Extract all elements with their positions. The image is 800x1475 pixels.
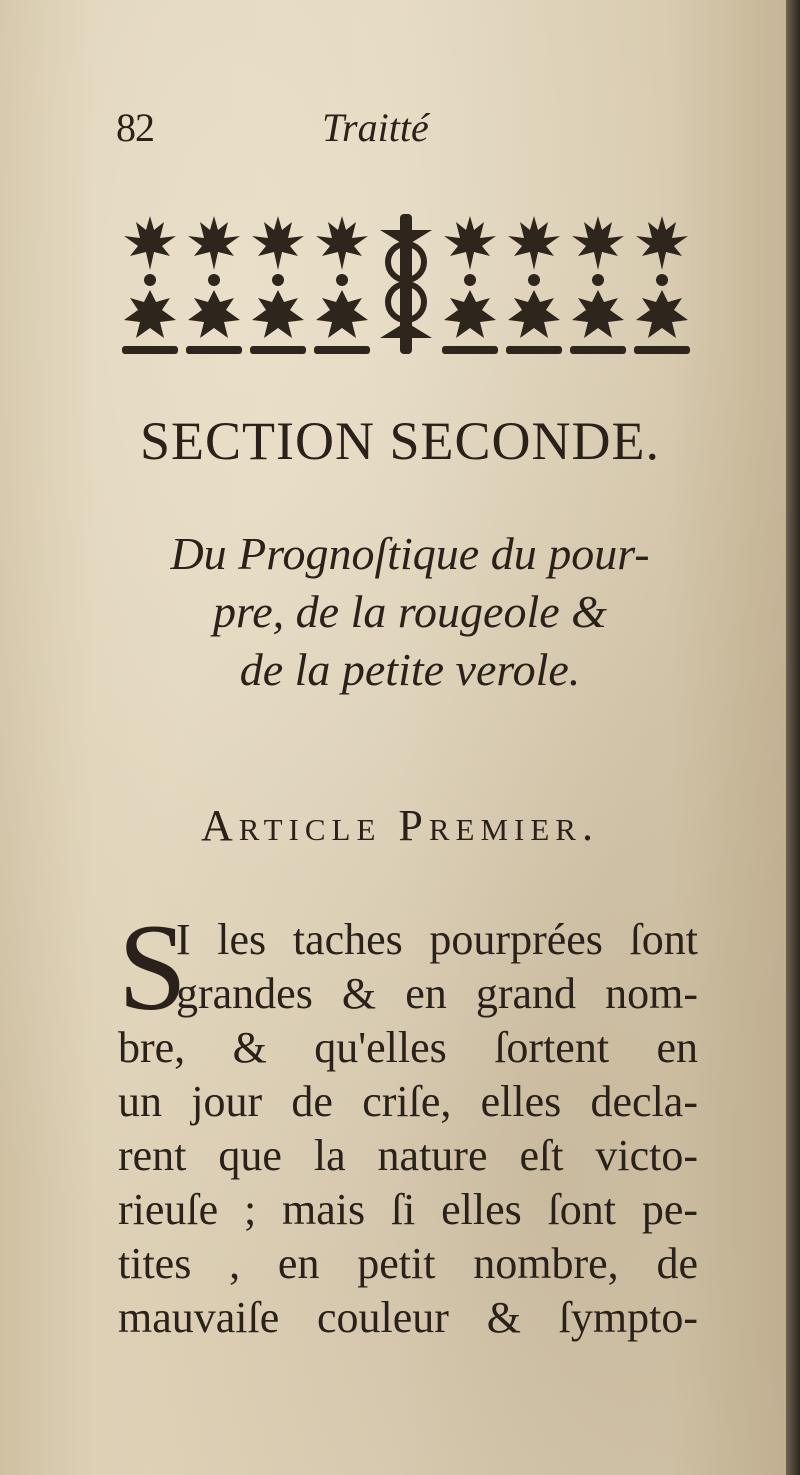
- fleuron-unit: [122, 216, 178, 354]
- section-subtitle: [110, 525, 710, 699]
- body-line: rent que la nature eſt victo-: [118, 1131, 698, 1180]
- page-number: 82: [116, 105, 154, 150]
- drop-cap: S: [118, 899, 187, 1036]
- page-edge: [786, 0, 800, 1475]
- running-head: [0, 100, 786, 160]
- article-heading: Article Premier.: [201, 801, 599, 850]
- running-title: Traitté: [322, 105, 429, 150]
- body-line: rieuſe ; mais ſi elles ſont pe-: [118, 1185, 698, 1234]
- section-title: SECTION SECONDE.: [139, 411, 660, 471]
- fleuron-ornament: [118, 210, 698, 358]
- subtitle-line: Du Prognoſtique du pour-: [170, 528, 650, 579]
- body-line: mauvaiſe couleur & ſympto-: [118, 1293, 698, 1342]
- subtitle-line: pre, de la rougeole &: [213, 586, 607, 637]
- body-line: grandes & en grand nom-: [176, 969, 698, 1018]
- body-line: I les taches pourprées ſont: [176, 915, 698, 964]
- body-line: un jour de criſe, elles decla-: [118, 1077, 698, 1126]
- subtitle-line: de la petite verole.: [239, 644, 581, 695]
- body-line: bre, & qu'elles ſortent en: [118, 1023, 698, 1072]
- body-line: tites , en petit nombre, de: [118, 1239, 698, 1288]
